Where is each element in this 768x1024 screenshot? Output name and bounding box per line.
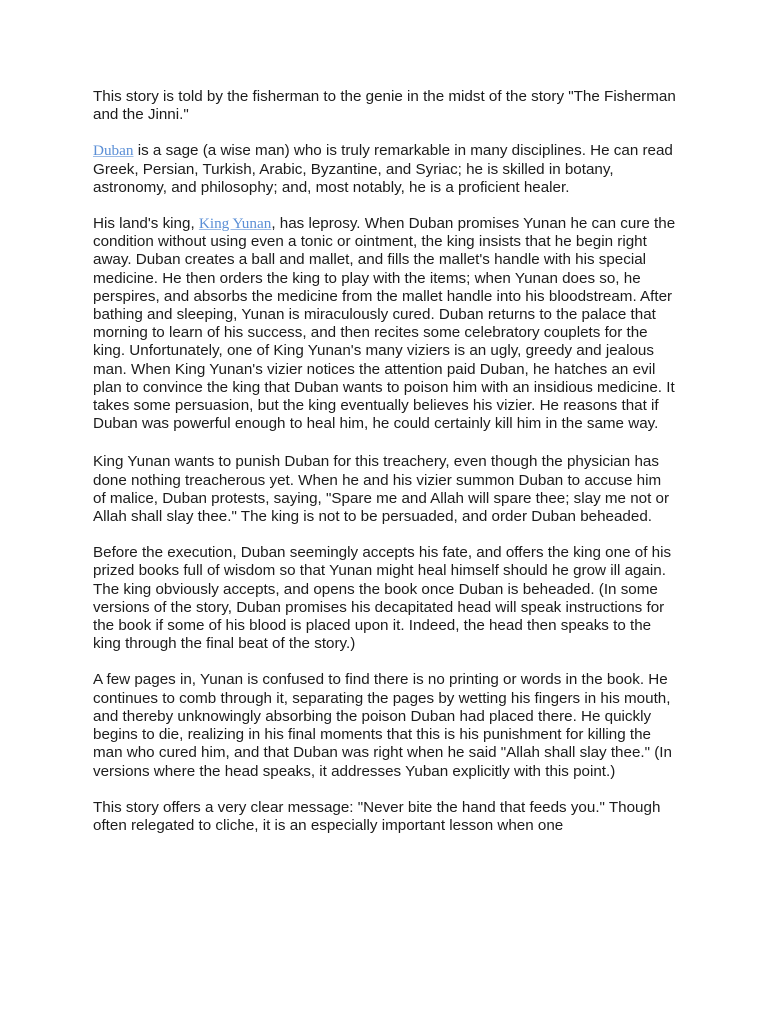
paragraph-moral bbox=[93, 799, 678, 835]
paragraph-text: is a sage (a wise man) who is truly remarkable in many disciplines. He can read Greek, Persian, Turkish, Arabic, Byzantine, and Syriac; he is skilled in botany, astronomy, and philosophy; and, most notably, he is a proficient healer. bbox=[93, 142, 673, 196]
duban-link[interactable]: Duban bbox=[93, 142, 134, 160]
paragraph-text: King Yunan wants to punish Duban for this treachery, even though the physician has done nothing treacherous yet. When he and his vizier summon Duban to accuse him of malice, Duban protests, saying, "Spare me and Allah will spare thee; slay me not or Allah shall slay thee." The king is not to be persuaded, and order Duban beheaded. bbox=[93, 453, 670, 526]
paragraph-text: , has leprosy. When Duban promises Yunan he can cure the condition without using even a tonic or ointment, the king insists that he begin right away. Duban creates a ball and mallet, and fills the mallet's handle with his special medicine. He then orders the king to play with the items; when Yunan does so, he perspires, and absorbs the medicine from the mallet handle into his bloodstream. After bathing and sleeping, Yunan is miraculously cured. Duban returns to the palace that morning to learn of his success, and then recites some celebratory couplets for the king. Unfortunately, one of King Yunan's many viziers is an ugly, greedy and jealous man. When King Yunan's vizier notices the attention paid Duban, he hatches an evil plan to convince the king that Duban wants to poison him with an insidious medicine. It takes some persuasion, but the king eventually believes his vizier. He reasons that if Duban was powerful enough to heal him, he could certainly kill him in the same way. bbox=[93, 215, 676, 433]
paragraph-king-yunan bbox=[93, 215, 678, 433]
paragraph-text: Before the execution, Duban seemingly accepts his fate, and offers the king one of his prized books full of wisdom so that Yunan might heal himself should he grow ill again. The king obviously accepts, and opens the book once Duban is beheaded. (In some versions of the story, Duban promises his decapitated head will speak instructions for the book if some of his blood is placed upon it. Indeed, the head then speaks to the king through the final beat of the story.) bbox=[93, 544, 672, 653]
paragraph-text: This story offers a very clear message: "Never bite the hand that feeds you." Though often relegated to cliche, it is an especially important lesson when one bbox=[93, 798, 661, 834]
paragraph-poisoned-book bbox=[93, 671, 678, 780]
paragraph-execution bbox=[93, 544, 678, 653]
paragraph-intro bbox=[93, 88, 678, 124]
paragraph-text: This story is told by the fisherman to the genie in the midst of the story "The Fisherman and the Jinni." bbox=[93, 88, 676, 124]
paragraph-punishment bbox=[93, 453, 678, 526]
king-yunan-link[interactable]: King Yunan bbox=[198, 215, 272, 233]
paragraph-text: A few pages in, Yunan is confused to find there is no printing or words in the book. He continues to comb through it, separating the pages by wetting his fingers in his mouth, and thereby unknowingly absorbing the poison Duban had placed there. He quickly begins to die, realizing in his final moments that this is his punishment for killing the man who cured him, and that Duban was right when he said "Allah shall slay thee." (In versions where the head speaks, it addresses Yuban explicitly with this point.) bbox=[93, 671, 672, 780]
paragraph-text: His land's king, bbox=[93, 215, 199, 233]
document-body bbox=[93, 88, 678, 853]
paragraph-duban-description bbox=[93, 142, 678, 197]
